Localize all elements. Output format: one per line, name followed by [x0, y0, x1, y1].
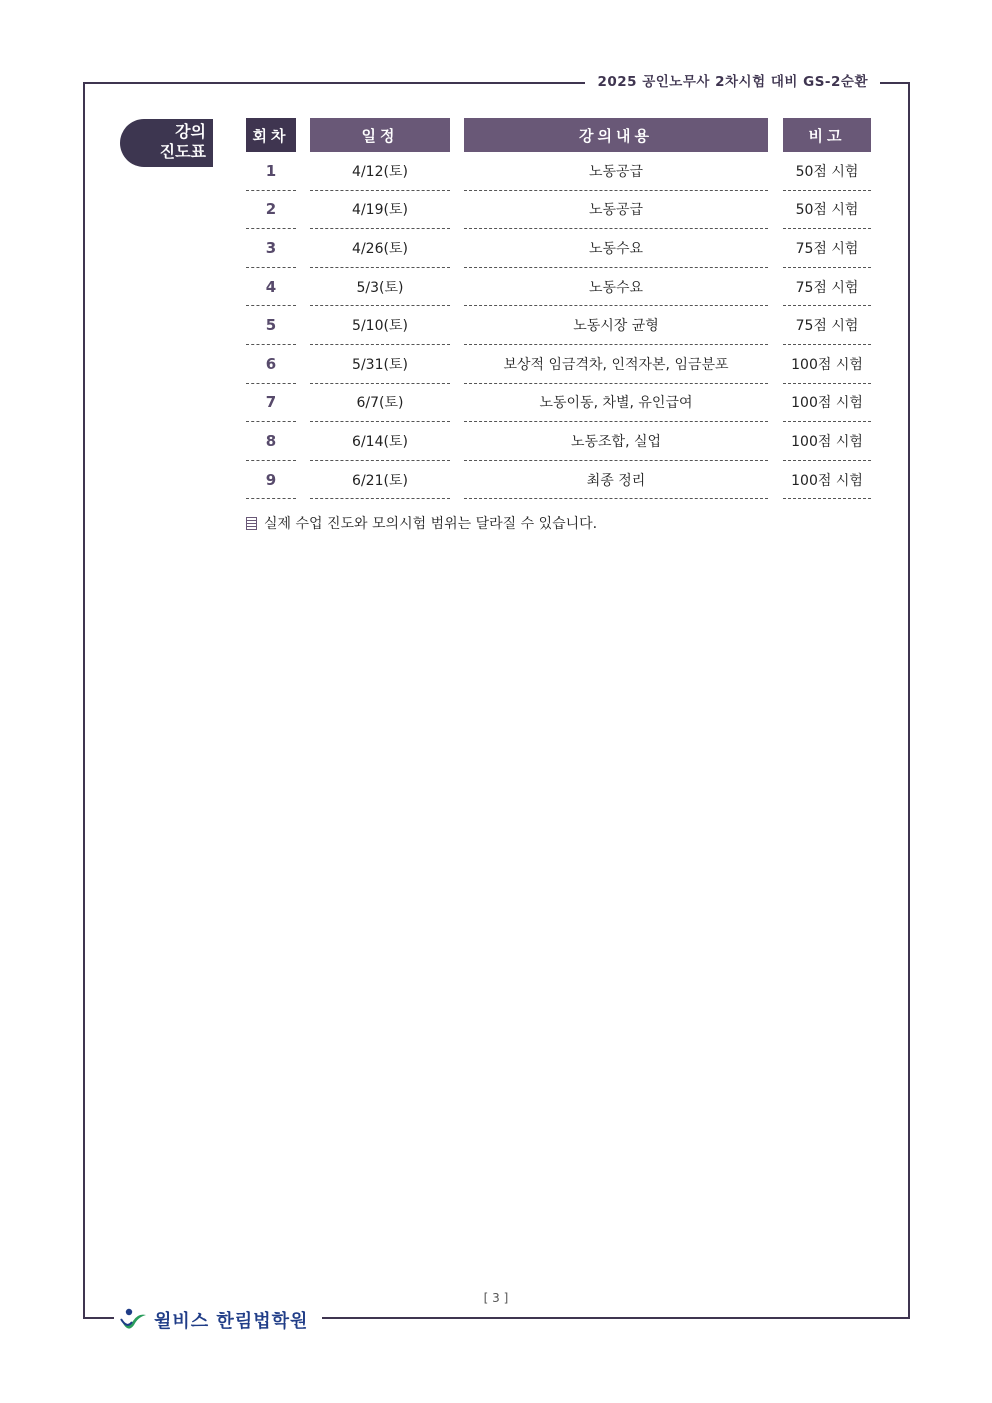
round-cell: 1 — [246, 152, 296, 191]
logo-text: 윌비스 한림법학원 — [154, 1311, 309, 1332]
note-cell: 100점 시험 — [783, 422, 871, 461]
content-cell: 최종 정리 — [464, 461, 768, 500]
content-cell: 노동공급 — [464, 152, 768, 191]
header-title: 2025 공인노무사 2차시험 대비 GS-2순환 — [585, 72, 880, 92]
table-row — [0, 345, 992, 384]
column-header-date: 일정 — [310, 118, 450, 152]
column-header-content: 강의내용 — [464, 118, 768, 152]
column-header-round: 회차 — [246, 118, 296, 152]
notice-text: 실제 수업 진도와 모의시험 범위는 달라질 수 있습니다. — [264, 516, 598, 532]
round-cell: 9 — [246, 461, 296, 500]
note-cell: 100점 시험 — [783, 384, 871, 423]
content-cell: 노동수요 — [464, 268, 768, 307]
content-cell: 노동시장 균형 — [464, 306, 768, 345]
side-tab-line2: 진도표 — [159, 142, 206, 161]
date-cell: 4/19(토) — [310, 191, 450, 230]
note-cell: 50점 시험 — [783, 191, 871, 230]
content-cell: 노동공급 — [464, 191, 768, 230]
note-cell: 75점 시험 — [783, 229, 871, 268]
date-cell: 5/3(토) — [310, 268, 450, 307]
note-cell: 75점 시험 — [783, 268, 871, 307]
note-cell: 100점 시험 — [783, 461, 871, 500]
content-cell: 노동이동, 차별, 유인급여 — [464, 384, 768, 423]
willbes-logo-icon — [118, 1307, 148, 1333]
table-row — [0, 268, 992, 307]
table-row — [0, 152, 992, 191]
content-cell: 노동수요 — [464, 229, 768, 268]
date-cell: 6/14(토) — [310, 422, 450, 461]
footer-logo — [114, 1305, 322, 1335]
table-row — [0, 384, 992, 423]
page-number: [ 3 ] — [483, 1291, 509, 1305]
table-row — [0, 422, 992, 461]
document-icon — [246, 517, 257, 530]
date-cell: 5/31(토) — [310, 345, 450, 384]
note-cell: 75점 시험 — [783, 306, 871, 345]
notice — [246, 513, 597, 533]
column-header-note: 비고 — [783, 118, 871, 152]
round-cell: 4 — [246, 268, 296, 307]
content-cell: 보상적 임금격차, 인적자본, 임금분포 — [464, 345, 768, 384]
round-cell: 6 — [246, 345, 296, 384]
round-cell: 8 — [246, 422, 296, 461]
date-cell: 6/21(토) — [310, 461, 450, 500]
date-cell: 6/7(토) — [310, 384, 450, 423]
side-tab-line1: 강의 — [175, 122, 206, 141]
round-cell: 7 — [246, 384, 296, 423]
note-cell: 50점 시험 — [783, 152, 871, 191]
table-row — [0, 229, 992, 268]
table-row — [0, 461, 992, 500]
round-cell: 2 — [246, 191, 296, 230]
content-cell: 노동조합, 실업 — [464, 422, 768, 461]
date-cell: 4/26(토) — [310, 229, 450, 268]
table-row — [0, 306, 992, 345]
table-row — [0, 191, 992, 230]
date-cell: 5/10(토) — [310, 306, 450, 345]
round-cell: 3 — [246, 229, 296, 268]
note-cell: 100점 시험 — [783, 345, 871, 384]
round-cell: 5 — [246, 306, 296, 345]
date-cell: 4/12(토) — [310, 152, 450, 191]
